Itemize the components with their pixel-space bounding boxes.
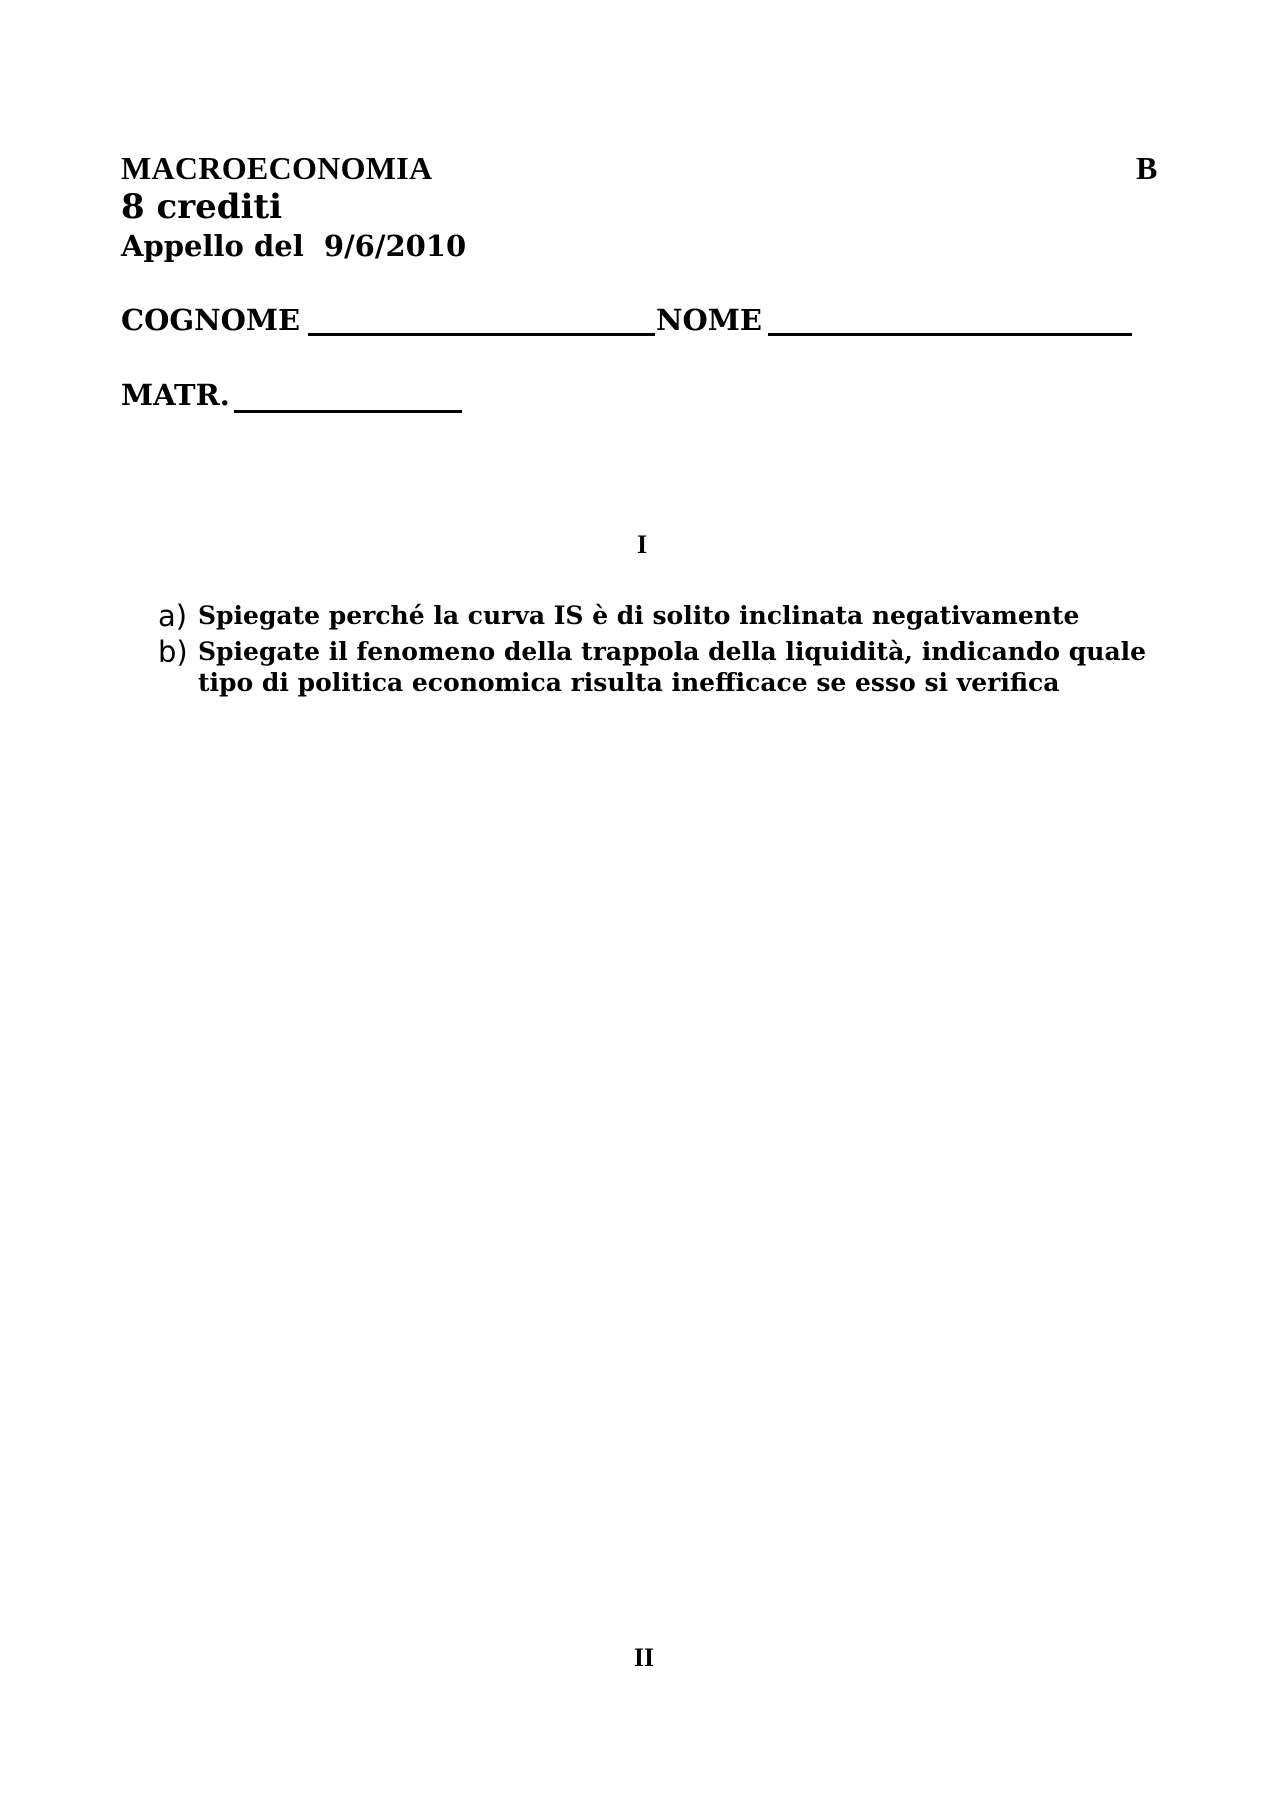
question-text: Spiegate perché la curva IS è di solito inclinata negativamente (198, 601, 1080, 630)
question-list (158, 600, 1158, 702)
question-marker: a) (158, 599, 188, 633)
question-item (158, 600, 1158, 632)
exam-version: B (1136, 150, 1158, 186)
course-credits: 8 crediti (121, 187, 283, 227)
course-title: MACROECONOMIA (121, 150, 433, 186)
section-heading: II (633, 1643, 655, 1672)
name-field[interactable] (768, 333, 1132, 336)
matriculation-field[interactable] (234, 410, 462, 413)
surname-label: COGNOME (121, 303, 301, 337)
question-item (158, 636, 1158, 698)
name-label: NOME (656, 303, 762, 337)
section-heading: I (636, 530, 648, 559)
matriculation-label: MATR. (121, 378, 230, 412)
question-text: Spiegate il fenomeno della trappola della liquidità, indicando quale tipo di politica economica risulta inefficace se esso si verifica (198, 637, 1147, 697)
question-marker: b) (158, 635, 188, 669)
surname-field[interactable] (308, 333, 655, 336)
exam-session-date: Appello del 9/6/2010 (121, 229, 467, 263)
